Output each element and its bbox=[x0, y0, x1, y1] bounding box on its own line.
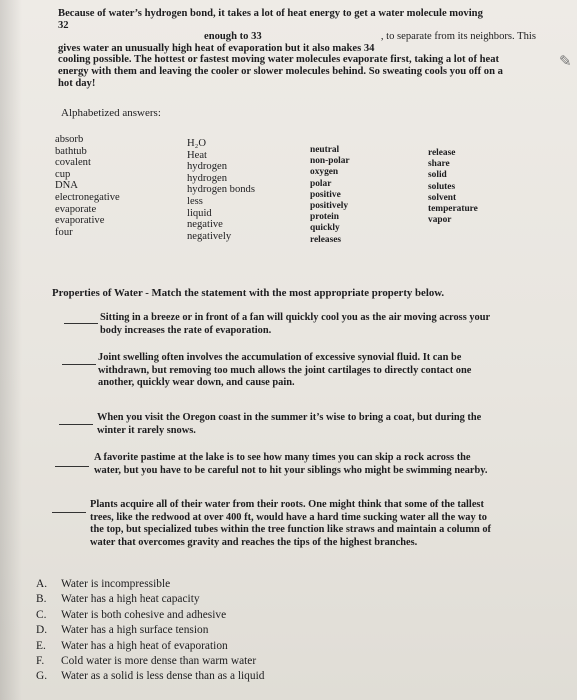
answer-word: covalent bbox=[55, 157, 91, 169]
answer-word: evaporate bbox=[55, 203, 97, 215]
option-text: Cold water is more dense than warm water bbox=[61, 655, 257, 668]
option-letter: B. bbox=[36, 593, 47, 606]
intro-paragraph bbox=[58, 8, 536, 89]
option-text: Water is incompressible bbox=[61, 578, 171, 590]
page-edge-shadow bbox=[0, 0, 22, 700]
statement-line: A favorite pastime at the lake is to see how many times you can skip a rock across the bbox=[94, 452, 471, 463]
answer-word: hydrogen bbox=[187, 161, 228, 173]
answer-word: solid bbox=[428, 170, 447, 181]
statement-line: When you visit the Oregon coast in the summer it’s wise to bring a coat, but during the bbox=[97, 412, 482, 423]
answer-word: negative bbox=[187, 219, 223, 231]
intro-text: , to separate from its neighbors. This bbox=[380, 31, 536, 43]
answer-word: positively bbox=[310, 201, 349, 212]
statement-3 bbox=[97, 412, 481, 437]
statement-line: Sitting in a breeze or in front of a fan will quickly cool you as the air moving across your bbox=[100, 312, 491, 323]
answer-word: share bbox=[428, 159, 450, 170]
answer-word: absorb bbox=[55, 134, 84, 145]
answer-word: polar bbox=[310, 178, 332, 189]
statement-5 bbox=[90, 499, 491, 549]
statement-4 bbox=[94, 452, 488, 477]
answer-word: oxygen bbox=[310, 167, 339, 178]
answer-word: DNA bbox=[55, 180, 78, 192]
option-text: Water has a high surface tension bbox=[61, 624, 209, 637]
option-item bbox=[36, 639, 264, 654]
statement-line: Joint swelling often involves the accumulation of excessive synovial fluid. It can be bbox=[98, 352, 462, 363]
answer-word: vapor bbox=[428, 215, 452, 226]
statement-line: winter it rarely snows. bbox=[97, 424, 196, 436]
answer-word: non-polar bbox=[310, 156, 350, 167]
option-letter: C. bbox=[36, 608, 47, 621]
statement-1 bbox=[100, 312, 490, 337]
intro-line: cooling possible. The hottest or fastest moving water molecules evaporate first, taking a lot of heat bbox=[58, 54, 500, 66]
answer-word: liquid bbox=[187, 207, 212, 219]
answers-column-4 bbox=[428, 148, 478, 226]
answer-blank[interactable] bbox=[52, 512, 86, 513]
option-text: Water is both cohesive and adhesive bbox=[61, 608, 227, 621]
intro-line: gives water an unusually high heat of evaporation but it also makes 34 bbox=[58, 42, 375, 54]
answer-word: Heat bbox=[187, 149, 207, 161]
option-letter: A. bbox=[36, 578, 48, 590]
answer-word: positive bbox=[310, 189, 341, 200]
answer-word: bathtub bbox=[55, 145, 87, 157]
option-letter: E. bbox=[36, 639, 46, 652]
answer-word: releases bbox=[310, 234, 342, 245]
statement-line: the top, but specialized tubes within the tree function like straws and maintain a column of bbox=[90, 524, 492, 536]
statement-line: withdrawn, but removing too much allows the joint cartilages to directly contact one bbox=[98, 364, 472, 376]
statement-line: another, quickly wear down, and cause pain. bbox=[98, 377, 295, 389]
answer-word: negatively bbox=[187, 230, 232, 242]
intro-line: energy with them and leaving the cooler or slower molecules behind. So sweating cools you off on a bbox=[58, 65, 503, 77]
answers-column-3 bbox=[310, 145, 350, 246]
intro-line bbox=[58, 31, 536, 43]
option-item bbox=[36, 654, 264, 669]
option-text: Water as a solid is less dense than as a liquid bbox=[61, 670, 265, 683]
answer-word: release bbox=[428, 148, 456, 158]
statement-line: Plants acquire all of their water from their roots. One might think that some of the tallest bbox=[90, 499, 484, 510]
answer-word: evaporative bbox=[55, 215, 105, 227]
answer-word: neutral bbox=[310, 145, 340, 155]
statement-line: water, but you have to be careful not to hit your siblings who might be swimming nearby. bbox=[94, 464, 488, 476]
answer-word: solutes bbox=[428, 181, 456, 192]
option-item bbox=[36, 608, 264, 623]
answers-column-2 bbox=[187, 138, 255, 242]
answer-word: solvent bbox=[428, 192, 457, 203]
intro-line: hot day! bbox=[58, 77, 96, 89]
answer-blank[interactable] bbox=[55, 466, 89, 467]
answer-word: hydrogen bonds bbox=[187, 184, 255, 196]
answer-blank[interactable] bbox=[64, 323, 98, 324]
option-letter: D. bbox=[36, 624, 48, 637]
answer-word: electronegative bbox=[55, 191, 120, 203]
statement-2 bbox=[98, 352, 471, 390]
intro-line: 32 bbox=[58, 19, 69, 31]
answer-blank[interactable] bbox=[62, 364, 96, 365]
answer-word: temperature bbox=[428, 204, 478, 215]
option-item bbox=[36, 592, 264, 607]
answer-word: four bbox=[55, 226, 73, 238]
answer-word: protein bbox=[310, 212, 339, 223]
statement-line: water that overcomes gravity and reaches the tips of the highest branches. bbox=[90, 536, 418, 548]
properties-heading: Properties of Water - Match the statement with the most appropriate property below. bbox=[52, 287, 445, 299]
answer-word: H₂O bbox=[187, 138, 206, 149]
option-text: Water has a high heat of evaporation bbox=[61, 639, 228, 652]
option-item bbox=[36, 577, 264, 592]
statement-line: body increases the rate of evaporation. bbox=[100, 324, 272, 336]
intro-text: enough to 33 bbox=[204, 31, 262, 43]
pencil-icon: ✎ bbox=[559, 54, 572, 70]
answer-blank[interactable] bbox=[59, 424, 93, 425]
option-letter: G. bbox=[36, 670, 48, 683]
answers-heading: Alphabetized answers: bbox=[61, 107, 161, 119]
answer-word: quickly bbox=[310, 223, 340, 234]
statement-line: trees, like the redwood at over 400 ft, would have a hard time sucking water all the way to bbox=[90, 511, 487, 523]
intro-line: Because of water’s hydrogen bond, it takes a lot of heat energy to get a water molecule moving bbox=[58, 8, 483, 19]
option-letter: F. bbox=[36, 655, 45, 668]
answer-word: hydrogen bbox=[187, 172, 228, 184]
option-item bbox=[36, 669, 264, 684]
answers-column-1 bbox=[55, 134, 120, 238]
option-text: Water has a high heat capacity bbox=[61, 593, 200, 606]
answer-word: cup bbox=[55, 168, 71, 180]
property-options bbox=[36, 577, 264, 685]
answer-word: less bbox=[187, 195, 203, 207]
option-item bbox=[36, 623, 264, 638]
